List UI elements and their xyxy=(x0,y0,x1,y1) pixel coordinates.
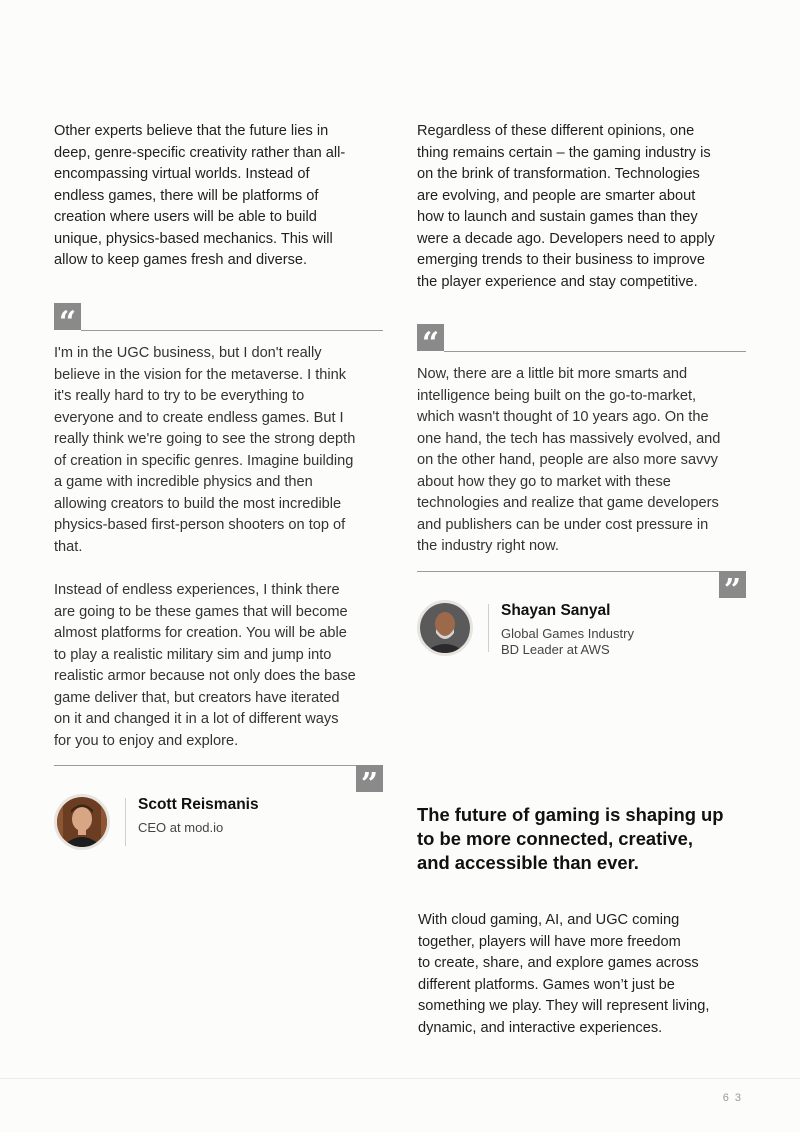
author-card-shayan xyxy=(417,600,747,660)
quote-divider xyxy=(444,351,746,352)
avatar xyxy=(54,794,110,850)
author-name: Shayan Sanyal xyxy=(501,602,611,619)
quote-divider xyxy=(81,330,383,331)
open-quote-icon: “ xyxy=(54,303,81,330)
right-quote-footer xyxy=(417,571,746,598)
right-quote-paragraph: Now, there are a little bit more smarts and intelligence being built on the go-to-market, which wasn't thought of 10 years ago. On the one hand, the tech has massively evolved, and on the other hand, people are also more savvy about how they go to market with these technologies and realize that game developers and publishers can be under cost pressure in the industry right now. xyxy=(417,366,721,554)
left-quote-paragraph-2: Instead of endless experiences, I think there are going to be these games that will become almost platforms for creation. You will be able to play a realistic military sim and jump into realistic armor because not only does the base game deliver that, but creators have iterated on it and changed it in a lot of different ways for you to enjoy and explore. xyxy=(54,582,356,749)
author-name: Scott Reismanis xyxy=(138,796,259,813)
author-role: CEO at mod.io xyxy=(138,820,224,835)
quote-divider xyxy=(54,765,356,766)
author-role: Global Games Industry BD Leader at AWS xyxy=(501,626,634,657)
section-headline: The future of gaming is shaping up to be more connected, creative, and accessible than ever. xyxy=(417,804,724,873)
left-intro-paragraph: Other experts believe that the future lies in deep, genre-specific creativity rather than all- encompassing virtual worlds. Instead of endless games, there will be platforms of creation where users will be able to build unique, physics-based mechanics. This will allow to keep games fresh and diverse. xyxy=(54,123,346,268)
close-quote-icon: ” xyxy=(356,765,383,792)
author-divider xyxy=(488,604,489,652)
closing-paragraph: With cloud gaming, AI, and UGC coming together, players will have more freedom to create, share, and explore games across different platforms. Games won’t just be something we play. They will represent living, dynamic, and interactive experiences. xyxy=(418,912,710,1036)
avatar xyxy=(417,600,473,656)
left-quote-paragraph-1: I'm in the UGC business, but I don't really believe in the vision for the metaverse. I think it's really hard to try to be everything to everyone and to create endless games. But I really think we're going to see the strong depth of creation in specific genres. Imagine building a game with incredible physics and then allowing creators to build the most incredible physics-based first-person shooters on top of that. xyxy=(54,345,356,555)
right-intro-paragraph: Regardless of these different opinions, one thing remains certain – the gaming industry is on the brink of transformation. Technologies are evolving, and people are smarter about how to launch and sustain games than they were a decade ago. Developers need to apply emerging trends to their business to improve the player experience and stay competitive. xyxy=(417,123,715,290)
close-quote-icon: ” xyxy=(719,571,746,598)
left-quote-header xyxy=(54,303,383,331)
footer-divider xyxy=(0,1078,800,1079)
author-divider xyxy=(125,798,126,846)
left-quote-footer xyxy=(54,765,383,792)
author-card-scott xyxy=(54,794,354,854)
open-quote-icon: “ xyxy=(417,324,444,351)
quote-divider xyxy=(417,571,719,572)
right-quote-header xyxy=(417,324,746,352)
page-number: 63 xyxy=(722,1092,747,1104)
